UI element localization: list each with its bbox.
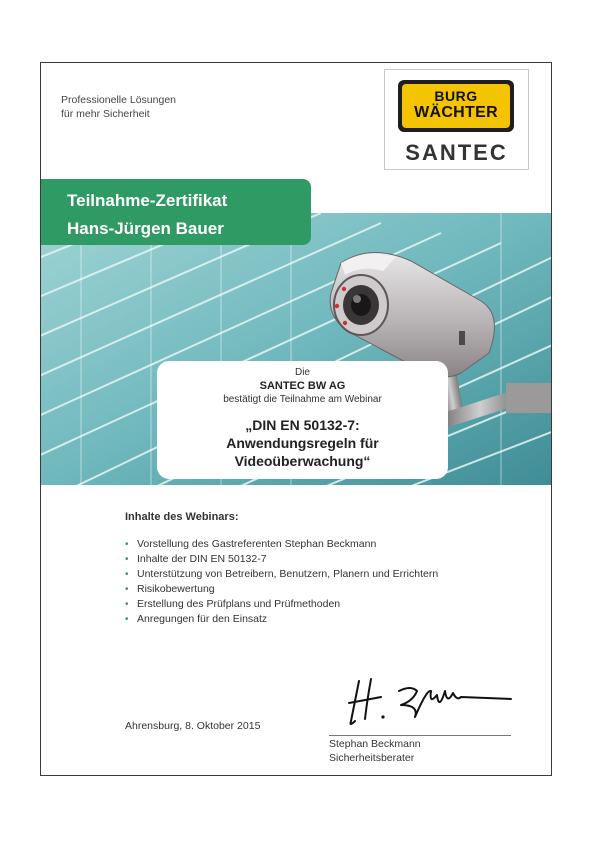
- topic-text: Anregungen für den Einsatz: [137, 613, 268, 625]
- confirmation-die: Die: [294, 367, 310, 378]
- certificate-page: [40, 62, 552, 776]
- issuer-name: SANTEC BW AG: [259, 380, 346, 392]
- webinar-title: [157, 416, 448, 470]
- list-item: [125, 582, 505, 597]
- tagline-line-2: für mehr Sicherheit: [61, 108, 150, 120]
- burg-waechter-badge: [398, 80, 514, 132]
- bullet-icon: •: [125, 599, 129, 610]
- bullet-icon: •: [125, 614, 129, 625]
- logo-text-santec: SANTEC: [405, 140, 508, 165]
- certificate-title: Teilnahme-Zertifikat: [67, 191, 228, 210]
- bullet-icon: •: [125, 539, 129, 550]
- bullet-icon: •: [125, 569, 129, 580]
- topic-text: Risikobewertung: [137, 583, 215, 595]
- bullet-icon: •: [125, 554, 129, 565]
- topic-text: Vorstellung des Gastreferenten Stephan Beckmann: [137, 538, 377, 550]
- webinar-title-line-2: Anwendungsregeln für: [226, 435, 379, 451]
- place-and-date: Ahrensburg, 8. Oktober 2015: [125, 720, 261, 732]
- topic-text: Erstellung des Prüfplans und Prüfmethoden: [137, 598, 341, 610]
- webinar-title-line-3: Videoüberwachung“: [234, 453, 371, 469]
- company-tagline: [61, 93, 176, 121]
- topic-text: Inhalte der DIN EN 50132-7: [137, 553, 267, 565]
- signer-name: Stephan Beckmann: [329, 738, 421, 750]
- logo-text-waechter: WÄCHTER: [414, 104, 498, 121]
- participant-name: Hans-Jürgen Bauer: [67, 219, 224, 238]
- handwritten-signature: [341, 671, 521, 731]
- certificate-banner: [41, 179, 311, 245]
- signer-role: Sicherheitsberater: [329, 752, 415, 764]
- list-item: [125, 597, 505, 612]
- list-item: [125, 537, 505, 552]
- bullet-icon: •: [125, 584, 129, 595]
- tagline-line-1: Professionelle Lösungen: [61, 94, 176, 106]
- list-item: [125, 567, 505, 582]
- logo-text-burg: BURG: [434, 88, 478, 104]
- confirmation-box: [157, 361, 448, 479]
- webinar-contents: [125, 511, 505, 627]
- topic-text: Unterstützung von Betreibern, Benutzern, Planern und Errichtern: [137, 568, 439, 580]
- confirmation-text: bestätigt die Teilnahme am Webinar: [223, 394, 382, 405]
- list-item: [125, 552, 505, 567]
- contents-heading: Inhalte des Webinars:: [125, 511, 239, 523]
- webinar-title-line-1: „DIN EN 50132-7:: [245, 417, 360, 433]
- burg-waechter-badge-inner: [402, 84, 510, 128]
- list-item: [125, 612, 505, 627]
- company-logo: [384, 69, 529, 170]
- signature-line: [329, 735, 511, 736]
